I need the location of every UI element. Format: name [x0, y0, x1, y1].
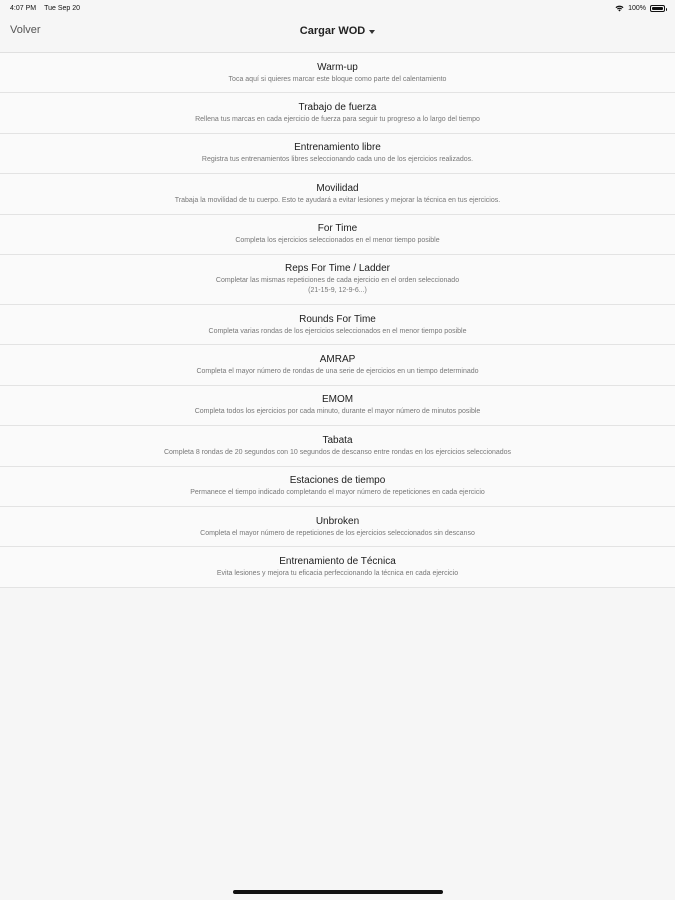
- item-description: Completa el mayor número de repeticiones de los ejercicios seleccionados sin descanso: [200, 529, 475, 537]
- item-description: Evita lesiones y mejora tu eficacia perfeccionando la técnica en cada ejercicio: [216, 569, 459, 577]
- item-description: Completa los ejercicios seleccionados en el menor tiempo posible: [235, 237, 440, 245]
- item-title: For Time: [317, 223, 358, 235]
- item-title: Warm-up: [317, 61, 358, 73]
- item-description: Toca aquí si quieres marcar este bloque como parte del calentamiento: [228, 75, 447, 83]
- item-description: Completar las mismas repeticiones de cada ejercicio en el orden seleccionado: [215, 277, 460, 285]
- home-indicator[interactable]: [233, 890, 443, 894]
- item-title: EMOM: [321, 394, 354, 406]
- list-item-rounds-for-time[interactable]: [0, 305, 675, 345]
- wod-type-list: [0, 52, 675, 588]
- item-title: Reps For Time / Ladder: [284, 263, 391, 275]
- status-bar: [0, 0, 675, 16]
- list-item-entrenamiento-libre[interactable]: [0, 134, 675, 174]
- list-item-tabata[interactable]: [0, 426, 675, 466]
- list-item-estaciones-de-tiempo[interactable]: [0, 467, 675, 507]
- item-title: Estaciones de tiempo: [289, 475, 386, 487]
- item-description: Rellena tus marcas en cada ejercicio de fuerza para seguir tu progreso a lo largo del tiempo: [195, 116, 480, 124]
- list-item-movilidad[interactable]: [0, 174, 675, 214]
- item-title: Unbroken: [315, 515, 360, 527]
- caret-down-icon: [369, 30, 375, 34]
- item-description: Completa 8 rondas de 20 segundos con 10 segundos de descanso entre rondas en los ejercicios seleccionados: [163, 448, 512, 456]
- item-description: Completa todos los ejercicios por cada minuto, durante el mayor número de minutos posible: [194, 408, 481, 416]
- item-description: Completa varias rondas de los ejercicios seleccionados en el menor tiempo posible: [208, 327, 467, 335]
- item-title: AMRAP: [319, 354, 356, 366]
- list-item-amrap[interactable]: [0, 345, 675, 385]
- item-description: Completa el mayor número de rondas de una serie de ejercicios en un tiempo determinado: [196, 368, 479, 376]
- title-dropdown[interactable]: [300, 25, 375, 37]
- back-button[interactable]: Volver: [10, 24, 41, 36]
- item-title: Movilidad: [316, 182, 359, 194]
- item-title: Trabajo de fuerza: [298, 102, 377, 114]
- battery-percent: 100%: [628, 4, 646, 12]
- list-item-entrenamiento-de-tecnica[interactable]: [0, 547, 675, 587]
- list-item-emom[interactable]: [0, 386, 675, 426]
- item-title: Rounds For Time: [299, 313, 376, 325]
- item-description: Permanece el tiempo indicado completando el mayor número de repeticiones en cada ejercicio: [190, 489, 485, 497]
- item-description: Registra tus entrenamientos libres seleccionando cada uno de los ejercicios realizados.: [201, 156, 474, 164]
- list-item-reps-for-time-ladder[interactable]: [0, 255, 675, 305]
- nav-bar: [0, 16, 675, 46]
- list-item-warm-up[interactable]: [0, 53, 675, 93]
- battery-icon: [650, 5, 665, 12]
- list-item-unbroken[interactable]: [0, 507, 675, 547]
- status-date: Tue Sep 20: [44, 4, 81, 12]
- list-item-trabajo-de-fuerza[interactable]: [0, 93, 675, 133]
- list-item-for-time[interactable]: [0, 215, 675, 255]
- page-title: Cargar WOD: [299, 25, 366, 37]
- item-title: Entrenamiento de Técnica: [279, 555, 396, 567]
- wifi-icon: [615, 5, 624, 12]
- status-time: 4:07 PM: [10, 4, 37, 12]
- item-description-examples: (21-15-9, 12-9-6...): [308, 287, 367, 295]
- item-title: Entrenamiento libre: [294, 142, 381, 154]
- item-title: Tabata: [322, 434, 353, 446]
- item-description: Trabaja la movilidad de tu cuerpo. Esto te ayudará a evitar lesiones y mejorar la técnica en tus ejercicios.: [174, 196, 501, 204]
